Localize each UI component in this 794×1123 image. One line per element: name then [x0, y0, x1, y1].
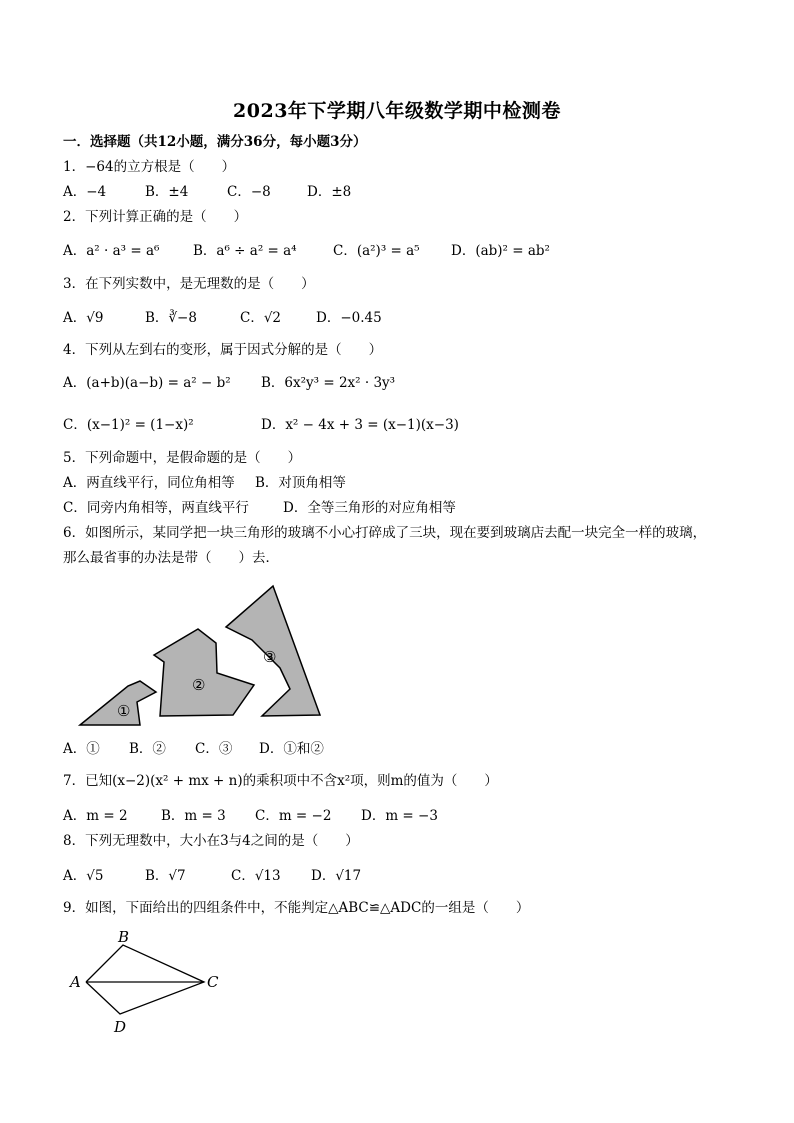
vertex-d-label: D: [114, 1018, 127, 1036]
q4-option-a[interactable]: A．(a+b)(a−b) = a² − b²: [63, 375, 231, 391]
q6-option-b[interactable]: B．②: [129, 741, 166, 757]
quadrilateral-figure: [62, 925, 232, 1040]
q8-option-b[interactable]: B．√7: [145, 868, 186, 884]
q6-stem-line1: 6．如图所示，某同学把一块三角形的玻璃不小心打碎成了三块，现在要到玻璃店去配一块完全一样的玻璃，: [63, 525, 707, 541]
piece-2-label: ②: [192, 676, 206, 694]
q4-option-b[interactable]: B．6x²y³ = 2x² · 3y³: [261, 375, 396, 391]
q8-stem: 8．下列无理数中，大小在3与4之间的是（ ）: [63, 833, 359, 849]
q7-option-a[interactable]: A．m = 2: [63, 808, 128, 824]
vertex-a-label: A: [70, 973, 81, 991]
q6-options: [63, 740, 324, 758]
q7-stem: 7．已知(x−2)(x² + mx + n)的乘积项中不含x²项，则m的值为（ ）: [63, 773, 498, 789]
q2-stem: 2．下列计算正确的是（ ）: [63, 209, 248, 225]
q8-option-c[interactable]: C．√13: [231, 868, 281, 884]
q1-option-c[interactable]: C．−8: [227, 184, 271, 200]
q8-option-d[interactable]: D．√17: [311, 868, 362, 884]
q9-stem: 9．如图，下面给出的四组条件中，不能判定△ABC≌△ADC的一组是（ ）: [63, 900, 530, 916]
broken-glass-figure: [70, 580, 340, 730]
q5-option-b[interactable]: B．对顶角相等: [255, 475, 346, 491]
q8-option-a[interactable]: A．√5: [63, 868, 104, 884]
q7-option-b[interactable]: B．m = 3: [161, 808, 226, 824]
q3-option-b[interactable]: B．∛−8: [145, 310, 197, 326]
q3-option-d[interactable]: D．−0.45: [316, 310, 382, 326]
q8-options: [63, 867, 361, 885]
q5-options-row1: [63, 474, 346, 492]
piece-1-label: ①: [117, 702, 131, 720]
q4-options-row2: [63, 416, 459, 434]
q2-options: [63, 242, 550, 260]
piece-3-label: ③: [263, 648, 277, 666]
q5-options-row2: [63, 499, 456, 517]
q7-options: [63, 807, 438, 825]
q5-stem: 5．下列命题中，是假命题的是（ ）: [63, 450, 302, 466]
vertex-c-label: C: [207, 973, 219, 991]
q5-option-d[interactable]: D．全等三角形的对应角相等: [283, 500, 456, 516]
q2-option-c[interactable]: C．(a²)³ = a⁵: [333, 243, 420, 259]
q4-stem: 4．下列从左到右的变形，属于因式分解的是（ ）: [63, 342, 383, 358]
q4-options-row1: [63, 374, 395, 392]
q3-options: [63, 309, 382, 327]
q1-option-b[interactable]: B．±4: [145, 184, 189, 200]
q1-stem: 1．−64的立方根是（ ）: [63, 159, 236, 175]
q6-option-c[interactable]: C．③: [195, 741, 233, 757]
vertex-b-label: B: [118, 928, 130, 946]
q6-stem-line2: 那么最省事的办法是带（ ）去．: [63, 550, 279, 566]
section-heading: 一．选择题（共12小题，满分36分，每小题3分）: [63, 134, 367, 150]
q5-option-c[interactable]: C．同旁内角相等，两直线平行: [63, 500, 249, 516]
q3-stem: 3．在下列实数中，是无理数的是（ ）: [63, 276, 315, 292]
q4-option-d[interactable]: D．x² − 4x + 3 = (x−1)(x−3): [261, 417, 459, 433]
q2-option-b[interactable]: B．a⁶ ÷ a² = a⁴: [193, 243, 297, 259]
glass-piece-2: [154, 629, 254, 716]
q3-option-a[interactable]: A．√9: [63, 310, 104, 326]
q4-option-c[interactable]: C．(x−1)² = (1−x)²: [63, 417, 194, 433]
q6-option-a[interactable]: A．①: [63, 741, 100, 757]
q7-option-c[interactable]: C．m = −2: [255, 808, 332, 824]
quadrilateral-outline: [86, 945, 204, 1014]
q5-option-a[interactable]: A．两直线平行，同位角相等: [63, 475, 235, 491]
page-title: 2023年下学期八年级数学期中检测卷: [233, 100, 561, 122]
q6-option-d[interactable]: D．①和②: [259, 741, 324, 757]
q2-option-a[interactable]: A．a² · a³ = a⁶: [63, 243, 160, 259]
q1-option-d[interactable]: D．±8: [307, 184, 352, 200]
q3-option-c[interactable]: C．√2: [240, 310, 282, 326]
q2-option-d[interactable]: D．(ab)² = ab²: [451, 243, 550, 259]
q1-options: [63, 183, 351, 201]
q7-option-d[interactable]: D．m = −3: [361, 808, 438, 824]
q1-option-a[interactable]: A．−4: [63, 184, 107, 200]
